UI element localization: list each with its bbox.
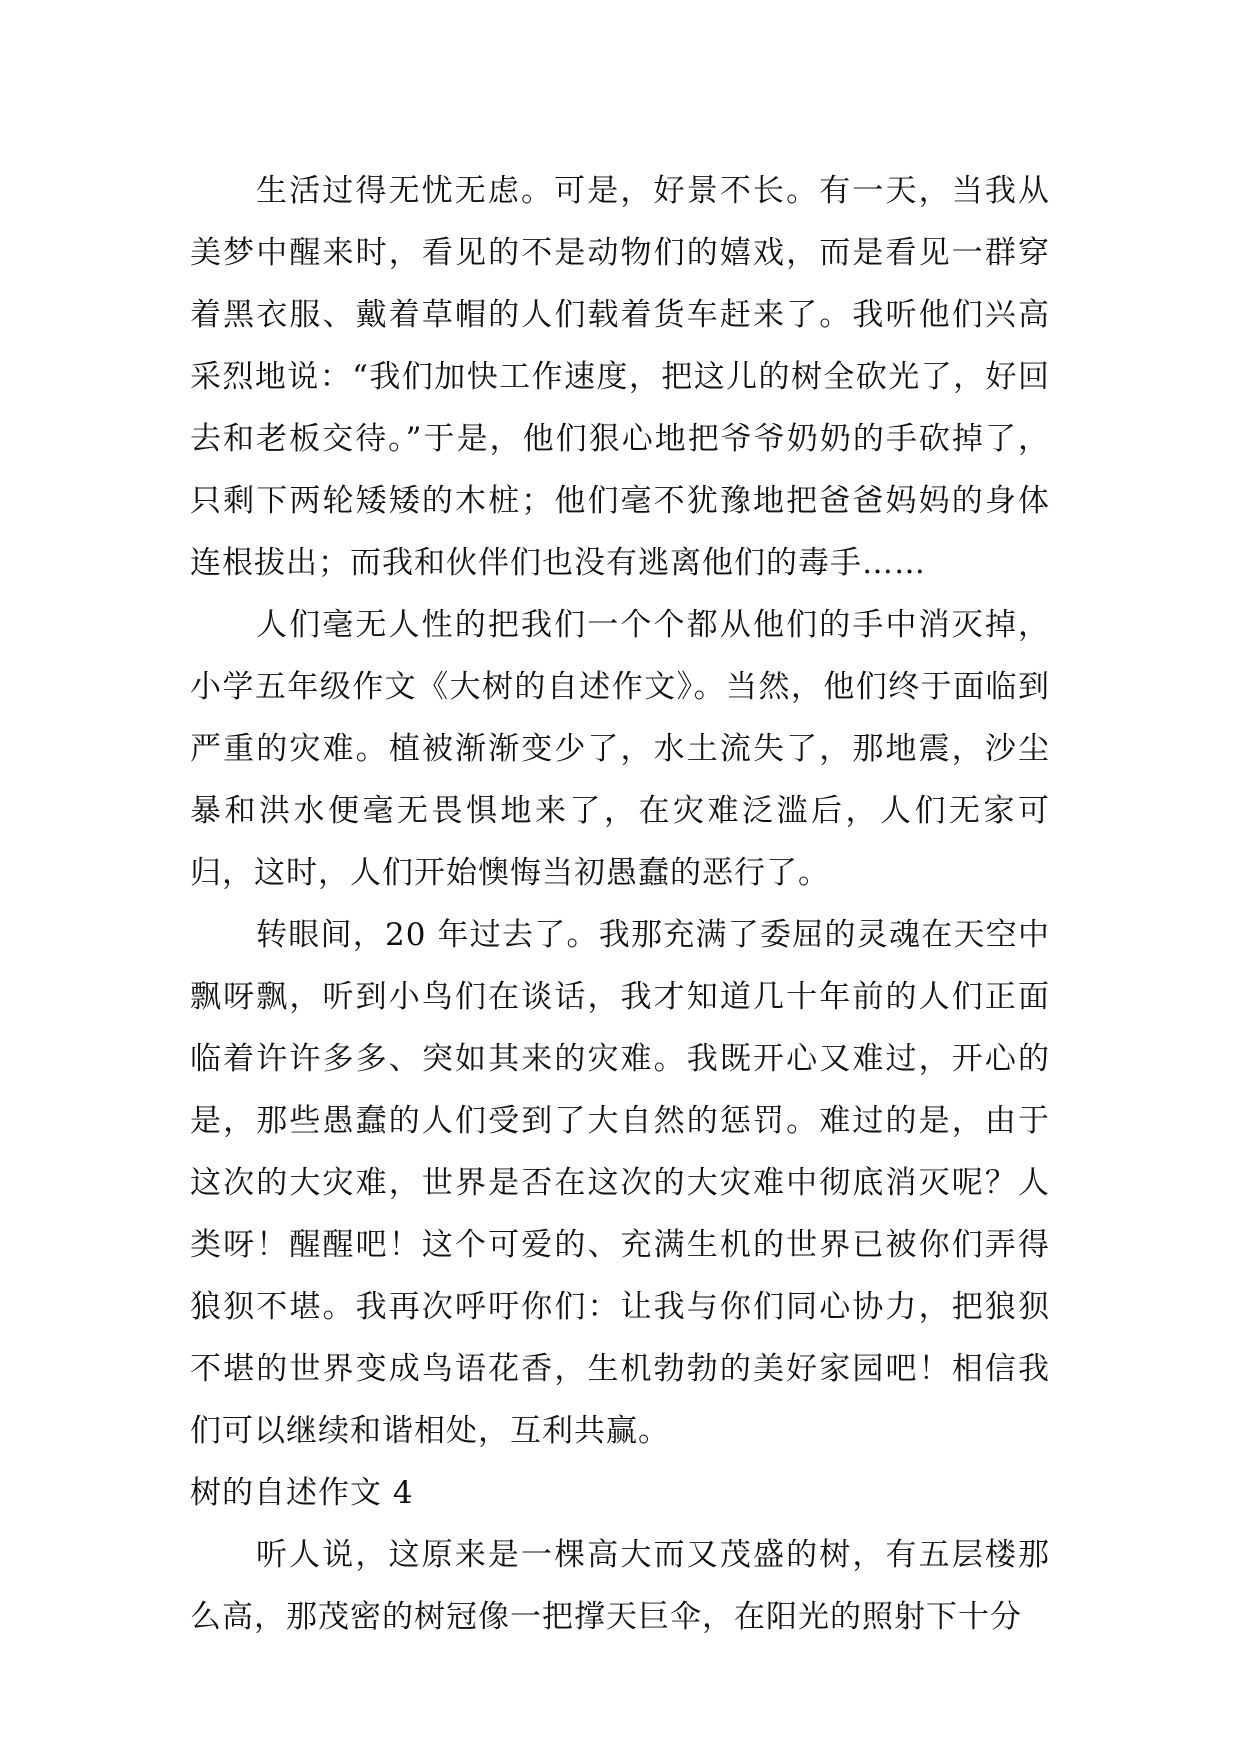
paragraph-3: 转眼间，20 年过去了。我那充满了委屈的灵魂在天空中飘呀飘，听到小鸟们在谈话，我才知道几十年前的人们正面临着许许多多、突如其来的灾难。我既开心又难过，开心的是，那些愚蠢的人们受到了大自然的惩罚。难过的是，由于这次的大灾难，世界是否在这次的大灾难中彻底消灭呢？人类呀！醒醒吧！这个可爱的、充满生机的世界已被你们弄得狼狈不堪。我再次呼吁你们：让我与你们同心协力，把狼狈不堪的世界变成鸟语花香，生机勃勃的美好家园吧！相信我们可以继续和谐相处，互利共赢。 [190, 917, 1050, 1449]
section-title: 树的自述作文 4 [190, 1475, 414, 1511]
paragraph-1: 生活过得无忧无虑。可是，好景不长。有一天，当我从美梦中醒来时，看见的不是动物们的嬉戏，而是看见一群穿着黑衣服、戴着草帽的人们载着货车赶来了。我听他们兴高采烈地说：“我们加快工作速度，把这儿的树全砍光了，好回去和老板交待。”于是，他们狠心地把爷爷奶奶的手砍掉了，只剩下两轮矮矮的木桩；他们毫不犹豫地把爸爸妈妈的身体连根拔出；而我和伙伴们也没有逃离他们的毒手…… [190, 173, 1050, 581]
paragraph-2: 人们毫无人性的把我们一个个都从他们的手中消灭掉，小学五年级作文《大树的自述作文》。当然，他们终于面临到严重的灾难。植被渐渐变少了，水土流失了，那地震，沙尘暴和洪水便毫无畏惧地来了，在灾难泛滥后，人们无家可归，这时，人们开始懊悔当初愚蠢的恶行了。 [190, 607, 1050, 891]
document-body [190, 160, 1050, 1648]
section-paragraph-1: 听人说，这原来是一棵高大而又茂盛的树，有五层楼那么高，那茂密的树冠像一把撑天巨伞，在阳光的照射下十分 [190, 1537, 1050, 1635]
